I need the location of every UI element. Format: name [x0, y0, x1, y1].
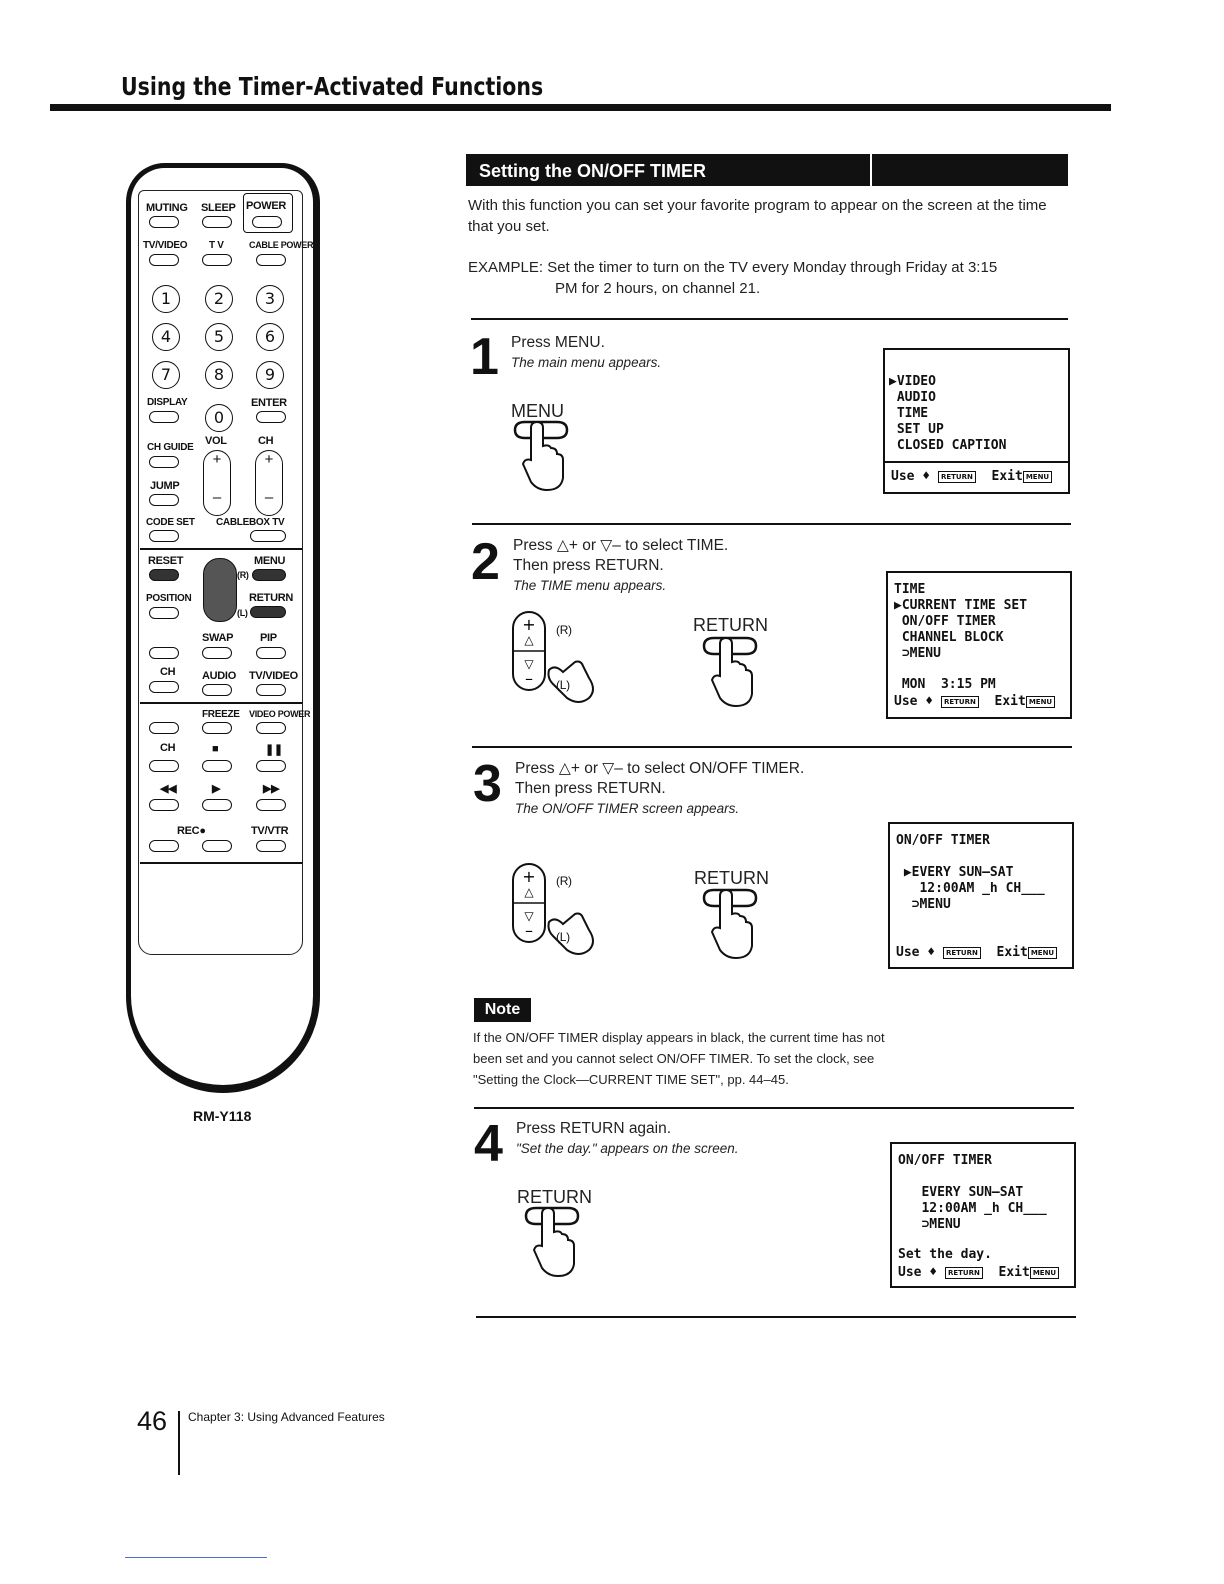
step-2-rocker-r-label: (R): [556, 623, 572, 637]
screen-4-line-4: 12:00AM _h CH___: [898, 1201, 1047, 1216]
screen-4-exit: Exit: [998, 1265, 1030, 1280]
screen-2-exit: Exit: [994, 694, 1026, 709]
svg-text:△: △: [524, 633, 534, 647]
remote-digit-8: 8: [205, 361, 233, 389]
step-2-line-2: Then press RETURN.: [513, 557, 664, 574]
remote-label-jump: JUMP: [150, 480, 180, 492]
screen-4-line-3: EVERY SUN–SAT: [898, 1185, 1024, 1200]
remote-label-r: (R): [237, 570, 249, 580]
remote-label-pip: PIP: [260, 632, 277, 644]
remote-label-code-set: CODE SET: [146, 517, 195, 528]
step-3-hand-press-icon: [700, 888, 760, 960]
step-2-hand-press-icon: [700, 636, 760, 708]
remote-audio-button: [202, 684, 232, 696]
screen-2-line-1: TIME: [894, 582, 926, 597]
remote-label-menu: MENU: [254, 555, 286, 567]
page-title: Using the Timer-Activated Functions: [121, 72, 544, 101]
remote-ch-rocker: + –: [255, 450, 283, 516]
remote-label-cable-power: CABLE POWER: [249, 240, 314, 250]
screen-4-return-key-icon: RETURN: [945, 1267, 983, 1279]
remote-label-tv-video-2: TV/VIDEO: [249, 670, 298, 682]
page-number: 46: [137, 1406, 168, 1436]
step-1-number: 1: [470, 328, 499, 386]
remote-pip-button: [256, 647, 286, 659]
remote-divider-3: [140, 862, 302, 864]
screen-2-menu-key-icon: MENU: [1026, 696, 1055, 708]
remote-label-swap: SWAP: [202, 632, 234, 644]
remote-play-button: [202, 799, 232, 811]
screen-1-exit: Exit: [991, 469, 1023, 484]
remote-sleep-button: [202, 216, 232, 228]
bottom-rule: [476, 1316, 1076, 1318]
remote-label-cablebox-tv: CABLEBOX TV: [216, 517, 285, 528]
remote-stop-button: [202, 760, 232, 772]
svg-text:▽: ▽: [524, 657, 534, 671]
note-line-3: "Setting the Clock—CURRENT TIME SET", pp. 44–45.: [473, 1072, 789, 1087]
remote-label-position: POSITION: [146, 593, 192, 604]
step-1-rule: [471, 318, 1068, 320]
step-3-tv-screen: [888, 822, 1074, 969]
step-3-line-2: Then press RETURN.: [515, 780, 666, 797]
step-3-rocker-r-label: (R): [556, 874, 572, 888]
chapter-label: Chapter 3: Using Advanced Features: [188, 1410, 385, 1424]
remote-label-muting: MUTING: [146, 202, 188, 214]
screen-3-use: Use ♦: [896, 945, 936, 960]
bottom-edge-line: [125, 1557, 267, 1558]
remote-code-set-button: [149, 530, 179, 542]
remote-muting-button: [149, 216, 179, 228]
step-2-rocker-l-label: (L): [556, 678, 570, 692]
remote-label-ch-guide: CH GUIDE: [147, 442, 194, 453]
step-2-key-label: RETURN: [693, 615, 768, 635]
screen-2-return-key-icon: RETURN: [941, 696, 979, 708]
remote-digit-2: 2: [205, 285, 233, 313]
screen-1-return-key-icon: RETURN: [938, 471, 976, 483]
step-1-italic: The main menu appears.: [511, 355, 662, 370]
screen-3-exit: Exit: [996, 945, 1028, 960]
footer-divider: [178, 1411, 180, 1475]
screen-1-line-4: SET UP: [889, 422, 944, 437]
remote-reset-button: [149, 569, 179, 581]
remote-digit-1: 1: [152, 285, 180, 313]
remote-ff-icon: ▶▶: [263, 783, 280, 795]
step-2-line-1: Press △+ or ▽– to select TIME.: [513, 537, 729, 554]
remote-label-tv: T V: [209, 240, 224, 251]
title-rule: [50, 104, 1111, 111]
remote-freeze-button: [202, 722, 232, 734]
svg-text:–: –: [525, 669, 533, 688]
svg-text:▽: ▽: [524, 909, 534, 923]
step-1-text: [511, 333, 661, 373]
remote-label-audio: AUDIO: [202, 670, 236, 682]
remote-digit-9: 9: [256, 361, 284, 389]
screen-4-footer: [898, 1265, 1059, 1281]
section-header: [466, 154, 1068, 186]
remote-label-enter: ENTER: [251, 397, 287, 409]
step-1-key-label: MENU: [511, 401, 564, 421]
remote-label-sleep: SLEEP: [201, 202, 236, 214]
remote-menu-button: [252, 569, 286, 581]
remote-video-power-button: [256, 722, 286, 734]
remote-label-tv-video: TV/VIDEO: [143, 240, 188, 251]
remote-pause-icon: ❚❚: [265, 744, 283, 756]
remote-tv-video-button: [149, 254, 179, 266]
screen-4-menu-key-icon: MENU: [1030, 1267, 1059, 1279]
screen-2-line-2: ▶CURRENT TIME SET: [894, 598, 1028, 613]
screen-2-line-7: MON 3:15 PM: [894, 677, 996, 692]
remote-label-tv-vtr: TV/VTR: [251, 825, 289, 837]
step-4-tv-screen: [890, 1142, 1076, 1288]
section-title: Setting the ON/OFF TIMER: [479, 161, 706, 181]
screen-4-use: Use ♦: [898, 1265, 938, 1280]
screen-3-footer: [896, 945, 1057, 961]
svg-text:+: +: [522, 867, 536, 886]
step-2-number: 2: [471, 533, 500, 591]
step-4-line-1: Press RETURN again.: [516, 1120, 672, 1137]
remote-digit-4: 4: [152, 323, 180, 351]
remote-label-return: RETURN: [249, 592, 294, 604]
screen-3-line-5: ⊃MENU: [896, 897, 951, 912]
remote-play-icon: ▶: [212, 783, 221, 795]
screen-1-menu-key-icon: MENU: [1023, 471, 1052, 483]
step-2-rule: [472, 523, 1071, 525]
remote-label-ch: CH: [258, 435, 274, 447]
note-line-1: If the ON/OFF TIMER display appears in black, the current time has not: [473, 1030, 885, 1045]
svg-text:+: +: [522, 615, 536, 634]
remote-tv-vtr-button: [256, 840, 286, 852]
step-4-number: 4: [474, 1115, 503, 1173]
screen-3-line-3: ▶EVERY SUN–SAT: [896, 865, 1014, 880]
screen-2-footer: [894, 694, 1055, 710]
step-3-rocker-l-label: (L): [556, 930, 570, 944]
remote-return-button: [250, 606, 286, 618]
remote-label-rec: REC●: [177, 825, 206, 837]
step-2-tv-screen: [886, 571, 1072, 719]
screen-1-separator: [885, 461, 1068, 463]
step-3-rule: [472, 746, 1072, 748]
remote-rec-button: [149, 840, 179, 852]
screen-3-line-4: 12:00AM _h CH___: [896, 881, 1045, 896]
step-4-text: [516, 1119, 738, 1159]
remote-position-button: [149, 607, 179, 619]
screen-1-footer: [891, 469, 1052, 485]
step-1-line-1: Press MENU.: [511, 334, 605, 351]
remote-ch-plus-button: [149, 647, 179, 659]
screen-1-use: Use ♦: [891, 469, 931, 484]
remote-cable-power-button: [256, 254, 286, 266]
remote-label-video-power: VIDEO POWER: [249, 709, 311, 719]
remote-label-power: POWER: [246, 200, 287, 212]
remote-label-ch-3: CH: [160, 742, 176, 754]
remote-enter-button: [256, 411, 286, 423]
remote-digit-3: 3: [256, 285, 284, 313]
remote-divider-2: [140, 702, 302, 704]
step-1-hand-press-icon: [511, 420, 571, 492]
remote-model-label: RM-Y118: [193, 1108, 252, 1124]
remote-vtr-ch-minus-button: [149, 760, 179, 772]
screen-2-line-3: ON/OFF TIMER: [894, 614, 996, 629]
step-1-tv-screen: [883, 348, 1070, 494]
remote-label-freeze: FREEZE: [202, 709, 240, 720]
step-3-italic: The ON/OFF TIMER screen appears.: [515, 801, 740, 816]
remote-joystick: [203, 558, 237, 622]
step-2-italic: The TIME menu appears.: [513, 578, 667, 593]
screen-2-line-4: CHANNEL BLOCK: [894, 630, 1004, 645]
step-3-number: 3: [473, 755, 502, 813]
step-3-key-label: RETURN: [694, 868, 769, 888]
screen-2-use: Use ♦: [894, 694, 934, 709]
step-4-rule: [474, 1107, 1074, 1109]
screen-1-line-5: CLOSED CAPTION: [889, 438, 1007, 453]
remote-jump-button: [149, 494, 179, 506]
remote-digit-5: 5: [205, 323, 233, 351]
remote-ch-minus-button: [149, 681, 179, 693]
remote-ff-button: [256, 799, 286, 811]
screen-4-line-5: ⊃MENU: [898, 1217, 961, 1232]
step-4-italic: "Set the day." appears on the screen.: [516, 1141, 739, 1156]
screen-3-return-key-icon: RETURN: [943, 947, 981, 959]
note-badge: Note: [474, 998, 531, 1022]
svg-text:△: △: [524, 885, 534, 899]
remote-tv-video-2-button: [256, 684, 286, 696]
remote-cablebox-tv-switch: [250, 530, 286, 542]
remote-label-display: DISPLAY: [147, 397, 188, 408]
remote-label-vol: VOL: [205, 435, 227, 447]
svg-text:–: –: [525, 921, 533, 940]
screen-3-line-1: ON/OFF TIMER: [896, 833, 990, 848]
remote-pause-button: [256, 760, 286, 772]
remote-ch-guide-button: [149, 456, 179, 468]
example-text: [468, 257, 1058, 299]
step-3-line-1: Press △+ or ▽– to select ON/OFF TIMER.: [515, 760, 805, 777]
remote-vol-rocker: + –: [203, 450, 231, 516]
remote-stop-icon: ■: [212, 743, 219, 755]
note-line-2: been set and you cannot select ON/OFF TIMER. To set the clock, see: [473, 1051, 875, 1066]
section-intro: With this function you can set your favorite program to appear on the screen at the time that you set.: [468, 197, 1047, 235]
remote-tv-button: [202, 254, 232, 266]
screen-4-line-7: Set the day.: [898, 1247, 992, 1262]
remote-rewind-icon: ◀◀: [160, 783, 177, 795]
remote-display-button: [149, 411, 179, 423]
screen-1-line-3: TIME: [889, 406, 929, 421]
screen-2-line-5: ⊃MENU: [894, 646, 941, 661]
remote-digit-6: 6: [256, 323, 284, 351]
screen-1-line-2: AUDIO: [889, 390, 936, 405]
example-line-1: EXAMPLE: Set the timer to turn on the TV every Monday through Friday at 3:15: [468, 259, 998, 276]
step-3-text: [515, 759, 804, 819]
remote-digit-7: 7: [152, 361, 180, 389]
remote-label-reset: RESET: [148, 555, 184, 567]
remote-digit-0: 0: [205, 404, 233, 432]
note-text: [473, 1027, 953, 1090]
step-4-hand-press-icon: [522, 1206, 582, 1278]
remote-power-button: [252, 216, 282, 228]
screen-3-menu-key-icon: MENU: [1028, 947, 1057, 959]
step-2-text: [513, 536, 728, 596]
remote-rewind-button: [149, 799, 179, 811]
screen-4-line-1: ON/OFF TIMER: [898, 1153, 992, 1168]
remote-label-l: (L): [237, 608, 248, 618]
remote-divider: [140, 548, 302, 550]
remote-swap-button: [202, 647, 232, 659]
remote-rec2-button: [202, 840, 232, 852]
example-line-2: PM for 2 hours, on channel 21.: [555, 280, 761, 297]
step-4-key-label: RETURN: [517, 1187, 592, 1207]
remote-label-ch-2: CH: [160, 666, 176, 678]
remote-vtr-ch-plus-button: [149, 722, 179, 734]
screen-1-line-1: ▶VIDEO: [889, 374, 936, 389]
section-header-notch: [870, 154, 872, 186]
